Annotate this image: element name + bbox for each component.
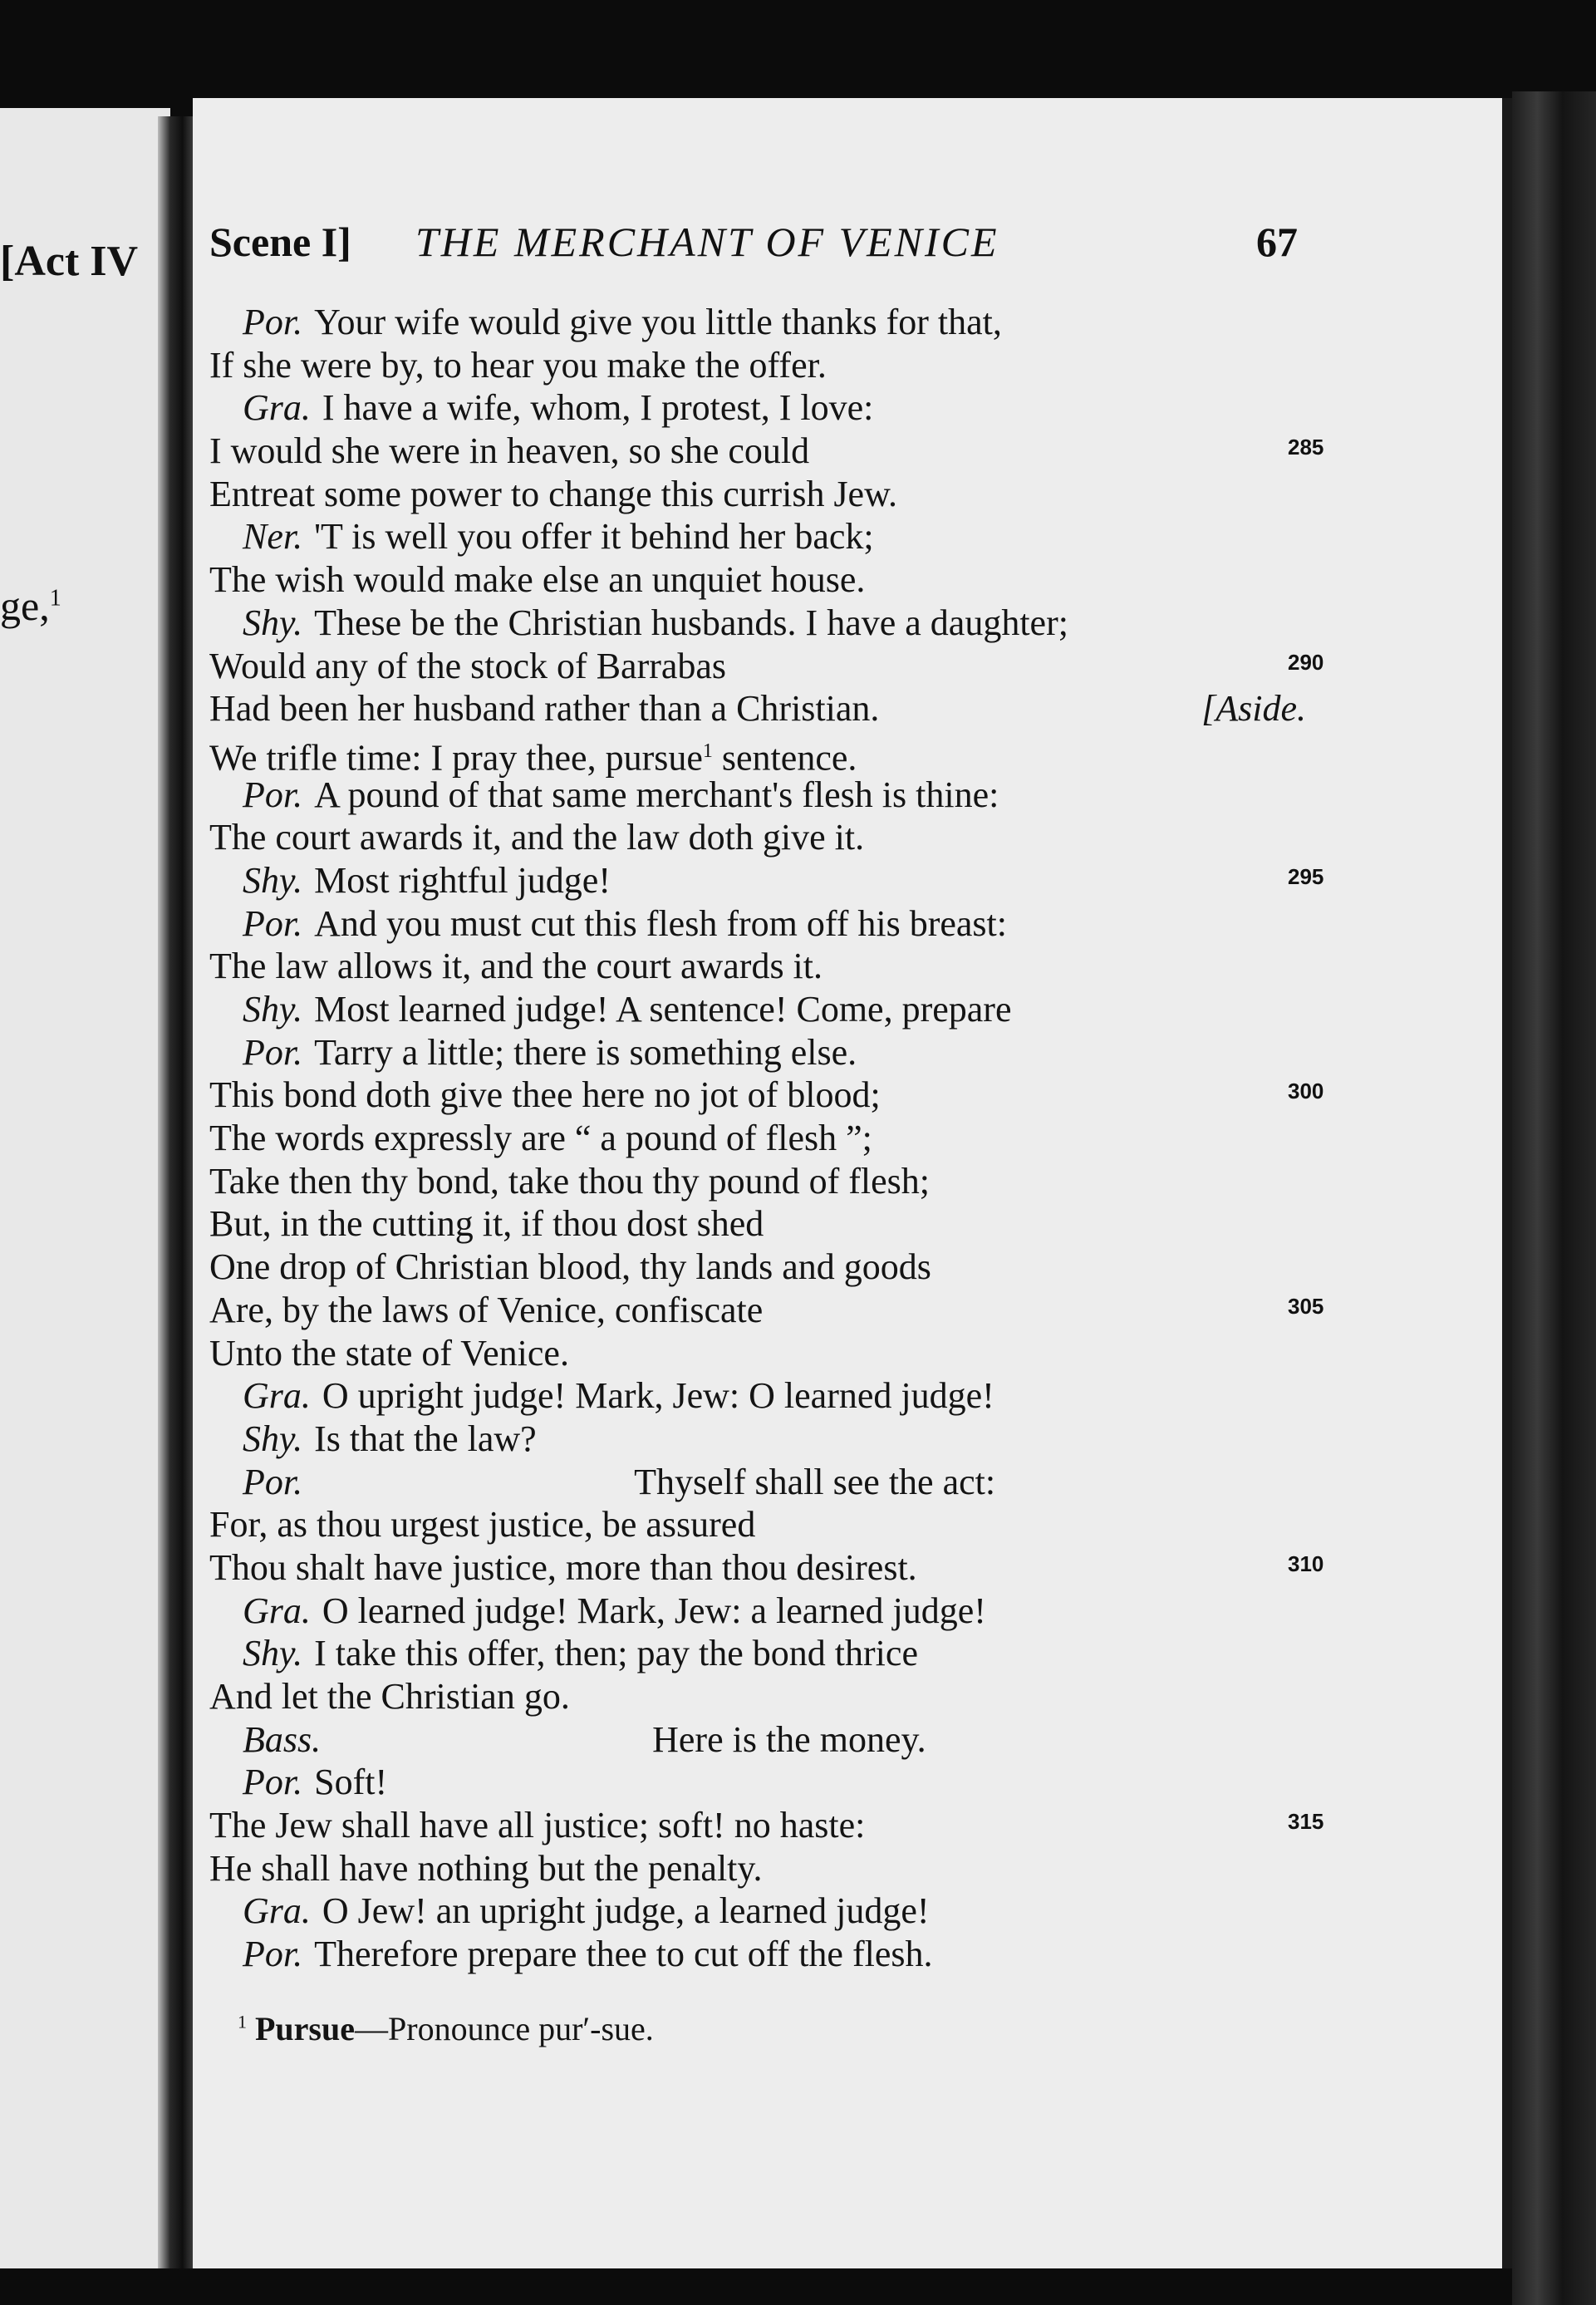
text-line: [209, 859, 1306, 902]
text-line: [209, 602, 1306, 645]
line-text: I take this offer, then; pay the bond thrice: [314, 1633, 918, 1674]
text-line: [209, 386, 1306, 430]
line-text: Take then thy bond, take thou thy pound of flesh;: [209, 1160, 930, 1202]
text-line: [209, 816, 1306, 859]
text-line: [209, 1374, 1306, 1418]
speaker-name: Por.: [243, 1461, 303, 1502]
line-text: These be the Christian husbands. I have a daughter;: [314, 602, 1068, 643]
line-text: One drop of Christian blood, thy lands and goods: [209, 1246, 931, 1288]
text-line: [209, 1332, 1306, 1375]
speaker-name: Shy.: [243, 1418, 303, 1459]
text-line: [209, 1546, 1306, 1590]
speaker-name: Gra.: [243, 1890, 311, 1932]
speaker-name: Shy.: [243, 602, 303, 643]
line-text: Soft!: [314, 1762, 388, 1803]
line-text: Unto the state of Venice.: [209, 1332, 569, 1374]
text-line: [209, 1074, 1306, 1117]
text-line: [209, 1590, 1306, 1633]
footnote-text: —Pronounce pur′-sue.: [355, 2010, 654, 2047]
text-line: [209, 515, 1306, 558]
footnote-ref: 1: [702, 740, 713, 762]
line-text: The law allows it, and the court awards it.: [209, 946, 823, 987]
speaker-name: Por.: [243, 1031, 303, 1073]
line-text: He shall have nothing but the penalty.: [209, 1847, 763, 1889]
speaker-name: Ner.: [243, 516, 303, 558]
line-text: O upright judge! Mark, Jew: O learned judge!: [322, 1375, 994, 1417]
line-text: And let the Christian go.: [209, 1676, 570, 1717]
line-text: Is that the law?: [314, 1418, 537, 1459]
speaker-name: Shy.: [243, 989, 303, 1030]
line-number: 300: [1288, 1079, 1324, 1103]
speaker-name: Gra.: [243, 387, 311, 429]
text-line: [209, 645, 1306, 688]
line-text: If she were by, to hear you make the offer.: [209, 344, 827, 386]
line-number: 285: [1288, 435, 1324, 460]
line-text: The words expressly are “ a pound of flesh ”;: [209, 1118, 872, 1159]
page-number: 67: [1256, 219, 1298, 265]
speaker-name: Gra.: [243, 1375, 311, 1417]
scene-label: Scene I]: [209, 219, 351, 265]
line-number: 295: [1288, 864, 1324, 889]
line-text: And you must cut this flesh from off his breast:: [314, 902, 1007, 944]
line-text: We trifle time: I pray thee, pursue: [209, 737, 703, 779]
line-text: The Jew shall have all justice; soft! no haste:: [209, 1805, 866, 1846]
text-line: [209, 774, 1306, 817]
line-text: Most learned judge! A sentence! Come, prepare: [314, 989, 1012, 1030]
speaker-name: Por.: [243, 774, 303, 815]
page-edge: [1502, 98, 1512, 2268]
book-gutter: [158, 116, 193, 2268]
text-line: [209, 1246, 1306, 1289]
line-text-after: sentence.: [712, 737, 857, 779]
line-text: This bond doth give thee here no jot of blood;: [209, 1074, 881, 1116]
text-line: [209, 988, 1306, 1031]
line-text: I have a wife, whom, I protest, I love:: [322, 387, 874, 429]
line-text: The wish would make else an unquiet house.: [209, 559, 866, 601]
line-number: 310: [1288, 1551, 1324, 1576]
line-text: Therefore prepare thee to cut off the flesh.: [314, 1934, 933, 1975]
text-line: [209, 1031, 1306, 1074]
speaker-name: Bass.: [243, 1718, 322, 1760]
text-line: [209, 1718, 1306, 1762]
footnote: [238, 2009, 654, 2048]
text-line: [209, 1117, 1306, 1160]
speaker-name: Shy.: [243, 859, 303, 901]
text-line: [209, 301, 1306, 344]
speaker-name: Por.: [243, 1762, 303, 1803]
line-number: 305: [1288, 1294, 1324, 1319]
line-text: Here is the money.: [652, 1718, 926, 1760]
text-line: [209, 730, 1306, 779]
play-text: [209, 301, 1306, 1976]
text-line: [209, 1461, 1306, 1504]
line-text: I would she were in heaven, so she could: [209, 430, 810, 472]
speaker-name: Gra.: [243, 1590, 311, 1631]
text-line: [209, 1289, 1306, 1332]
facing-page: [0, 108, 170, 2268]
line-text: Thou shalt have justice, more than thou desirest.: [209, 1546, 917, 1588]
line-text: The court awards it, and the law doth give it.: [209, 817, 865, 858]
facing-page-header: [Act IV: [0, 238, 139, 285]
text-line: [209, 902, 1306, 946]
fragment-footnote-mark: 1: [49, 585, 61, 612]
line-text: A pound of that same merchant's flesh is thine:: [314, 774, 999, 815]
line-text: But, in the cutting it, if thou dost shed: [209, 1203, 764, 1245]
speaker-name: Por.: [243, 302, 303, 342]
text-line: [209, 1933, 1306, 1976]
text-line: [209, 1675, 1306, 1718]
background-edge: [1512, 91, 1596, 2305]
text-line: [209, 1160, 1306, 1203]
speaker-name: Por.: [243, 1934, 303, 1975]
line-text: 'T is well you offer it behind her back;: [314, 516, 874, 558]
text-line: [209, 344, 1306, 387]
text-line: [209, 430, 1306, 473]
text-line: [209, 473, 1306, 516]
running-header: [209, 218, 1298, 268]
facing-page-fragment: [0, 582, 61, 630]
line-number: 290: [1288, 650, 1324, 675]
text-line: [209, 1632, 1306, 1675]
text-line: [209, 945, 1306, 988]
play-title: THE MERCHANT OF VENICE: [415, 219, 999, 265]
text-line: [209, 1761, 1306, 1804]
line-text: Thyself shall see the act:: [634, 1461, 996, 1502]
line-text: Entreat some power to change this currish Jew.: [209, 473, 898, 514]
speaker-name: Por.: [243, 902, 303, 944]
text-line: [209, 1202, 1306, 1246]
line-text: Had been her husband rather than a Christian.: [209, 688, 880, 730]
line-text: O learned judge! Mark, Jew: a learned judge!: [322, 1590, 986, 1631]
line-text: O Jew! an upright judge, a learned judge!: [322, 1890, 930, 1932]
line-text: Your wife would give you little thanks for that,: [314, 302, 1002, 342]
line-text: For, as thou urgest justice, be assured: [209, 1504, 756, 1546]
text-line: [209, 1418, 1306, 1461]
line-text: Are, by the laws of Venice, confiscate: [209, 1289, 764, 1330]
speaker-name: Shy.: [243, 1633, 303, 1674]
fragment-text: ge,: [0, 582, 50, 629]
text-line: [209, 687, 1306, 730]
footnote-term: Pursue: [255, 2010, 355, 2047]
stage-direction: [Aside.: [1201, 688, 1306, 730]
text-line: [209, 1804, 1306, 1847]
line-text: Tarry a little; there is something else.: [314, 1031, 857, 1073]
footnote-mark: 1: [238, 2011, 247, 2032]
text-line: [209, 1890, 1306, 1933]
text-line: [209, 1503, 1306, 1546]
line-number: 315: [1288, 1809, 1324, 1834]
line-text: Would any of the stock of Barrabas: [209, 645, 727, 686]
line-text: Most rightful judge!: [314, 859, 611, 901]
text-line: [209, 558, 1306, 602]
text-line: [209, 1847, 1306, 1890]
